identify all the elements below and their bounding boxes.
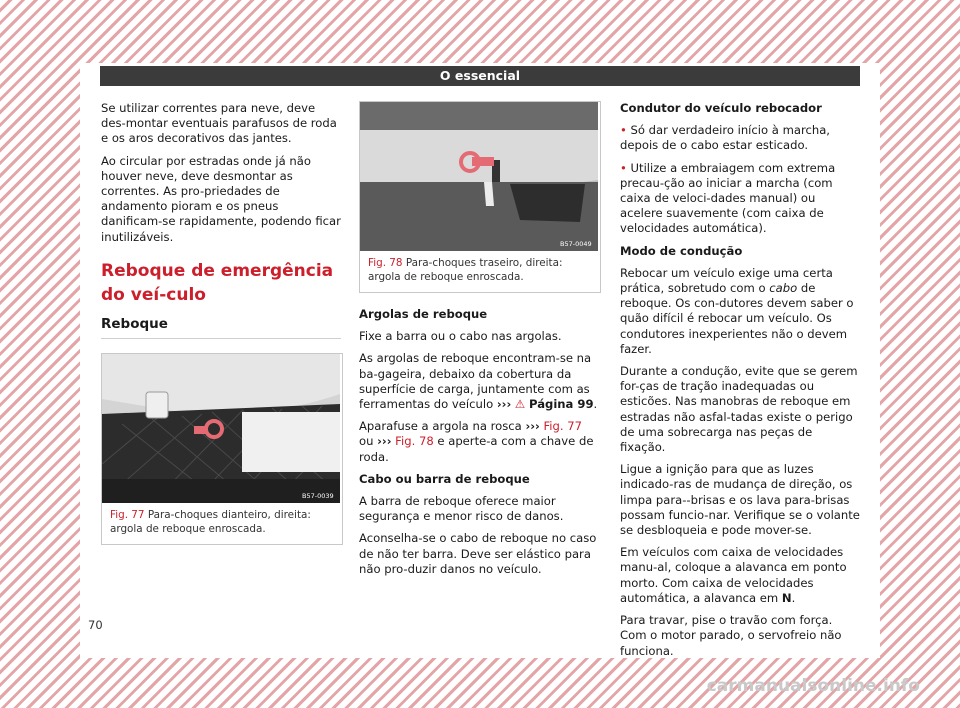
paragraph-rings-location xyxy=(359,351,599,412)
paragraph-attach: Fixe a barra ou o cabo nas argolas. xyxy=(359,329,562,344)
paragraph-ignition: Ligue a ignição para que as luzes indicado-ras de mudança de direção, os limpa para--brisas e os lava para-brisas possam funcio-nar. Verifique se o volante se desbloqueia e pode mover-se. xyxy=(620,462,860,538)
warning-triangle-icon: ⚠ xyxy=(514,397,526,412)
paragraph-gear-lever xyxy=(620,545,860,606)
paragraph-text: e aperte-a com a chave de roda. xyxy=(359,434,594,464)
bullet-item xyxy=(620,123,860,153)
paragraph-remove-chains: Ao circular por estradas onde já não houver neve, deve desmontar as correntes. As pro-priedades de andamento pioram e os pneus danificam-se rapidamente, podendo ficar inutilizáveis. xyxy=(101,153,341,244)
fig-77-link[interactable]: Fig. 77 xyxy=(543,419,582,434)
bullet-item xyxy=(620,161,860,237)
paragraph-text: As argolas de reboque encontram-se na ba-gageira, debaixo da cobertura da superfície de carga, juntamente com as ferramentas do veículo xyxy=(359,351,592,412)
figure-caption xyxy=(360,251,600,292)
bullet-icon: • xyxy=(620,123,627,138)
figure-code: B57-0049 xyxy=(560,240,592,248)
paragraph-braking: Para travar, pise o travão com força. Com o motor parado, o servofreio não funciona. xyxy=(620,613,842,658)
paragraph-text: de reboque. Os con-dutores devem saber o quão difícil é rebocar um veículo. Os condutores inexperientes não o devem fazer. xyxy=(620,281,854,356)
heading-tow-rings: Argolas de reboque xyxy=(359,307,488,321)
gear-letter: N xyxy=(781,590,792,605)
paragraph-text: Rebocar um veículo exige uma certa prática, sobretudo com o xyxy=(620,265,833,296)
paragraph-cable-advice: Aconselha-se o cabo de reboque no caso de não ter barra. Deve ser elástico para não pro-duzir danos no veículo. xyxy=(359,531,597,576)
emphasis-text: cabo xyxy=(769,281,798,296)
column-right xyxy=(620,101,860,666)
heading-cable-bar: Cabo ou barra de reboque xyxy=(359,471,530,486)
page-link[interactable]: Página 99 xyxy=(529,397,594,412)
paragraph-text: Aparafuse a argola na rosca xyxy=(359,419,522,434)
chapter-header: O essencial xyxy=(100,66,860,86)
column-middle xyxy=(359,101,599,584)
figure-code: B57-0039 xyxy=(302,492,334,501)
watermark: carmanualsonline.info xyxy=(706,676,920,696)
heading-towing-driver: Condutor do veículo rebocador xyxy=(620,101,822,115)
paragraph-snow-chains: Se utilizar correntes para neve, deve des-montar eventuais parafusos de roda e os aros decorativos das jantes. xyxy=(101,101,337,146)
arrow-icon: ››› xyxy=(377,434,392,449)
punctuation: . xyxy=(791,590,796,605)
paragraph-text: ou xyxy=(359,434,374,449)
bullet-icon: • xyxy=(620,160,627,175)
fig-78-link[interactable]: Fig. 78 xyxy=(395,434,434,449)
figure-number: Fig. 77 xyxy=(110,509,145,522)
paragraph-text: Em veículos com caixa de velocidades manu-al, coloque a alavanca em ponto morto. Com caixa de velocidades automática, a alavanca em xyxy=(620,545,847,605)
heading-driving-mode: Modo de condução xyxy=(620,243,743,258)
paragraph-experience xyxy=(620,266,860,357)
bullet-text: Utilize a embraiagem com extrema precau-ção ao iniciar a marcha (com caixa de veloci-dades manual) ou acelere suavemente (com caixa de velocidades automática). xyxy=(620,160,836,236)
figure-caption xyxy=(102,503,342,544)
figure-caption-text: Para-choques traseiro, direita: argola de reboque enroscada. xyxy=(368,257,563,283)
paragraph-bar-safety: A barra de reboque oferece maior segurança e menor risco de danos. xyxy=(359,494,564,524)
figure-78 xyxy=(359,101,601,293)
figure-caption-text: Para-choques dianteiro, direita: argola de reboque enroscada. xyxy=(110,509,311,535)
arrow-icon: ››› xyxy=(496,397,512,412)
punctuation: . xyxy=(593,397,598,412)
arrow-icon: ››› xyxy=(525,419,540,434)
column-left xyxy=(101,101,341,545)
figure-number: Fig. 78 xyxy=(368,257,403,269)
subsection-title: Reboque xyxy=(101,317,341,339)
page-number: 70 xyxy=(88,618,103,632)
bullet-text: Só dar verdadeiro início à marcha, depois de o cabo estar esticado. xyxy=(620,123,830,153)
paragraph-traction: Durante a condução, evite que se gerem for-ças de tração inadequadas ou esticões. Nas manobras de reboque em estradas não asfal-tadas existe o perigo de uma sobrecarga nas peças de fixação. xyxy=(620,364,858,455)
figure-77 xyxy=(101,353,343,545)
paragraph-screw-ring xyxy=(359,419,599,465)
rear-bumper-illustration xyxy=(360,102,598,251)
front-bumper-illustration xyxy=(102,354,340,503)
section-title: Reboque de emergência do veí-culo xyxy=(101,260,334,305)
